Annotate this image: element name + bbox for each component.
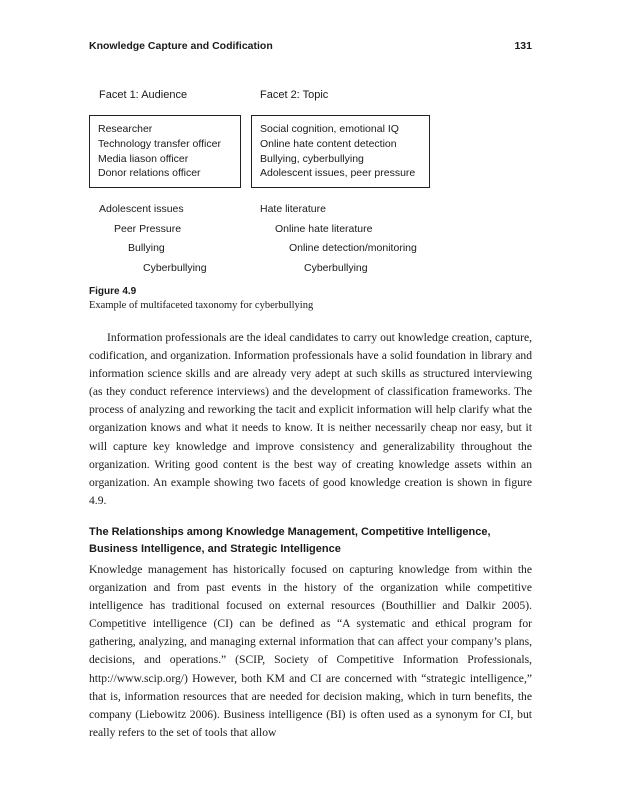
facet1-item: Researcher — [98, 123, 153, 135]
facet1-heading: Facet 1: Audience — [99, 89, 188, 101]
facet2-item: Online hate content detection — [260, 137, 397, 150]
section-heading: The Relationships among Knowledge Management, Competitive Intelligence, Business Intelligence, and Strategic Intelligence — [89, 526, 491, 555]
facet1-item: Technology transfer officer — [98, 137, 221, 150]
page-number: 131 — [514, 40, 532, 52]
facet1-hierarchy-level-4: Cyberbullying — [143, 262, 207, 274]
facet2-item: Bullying, cyberbullying — [260, 152, 364, 165]
facet2-hierarchy-level-3: Online detection/monitoring — [289, 242, 417, 254]
facet2-hierarchy-level-1: Hate literature — [260, 203, 326, 215]
body-paragraph-1: Information professionals are the ideal candidates to carry out knowledge creation, capture, codification, and organization. Information professionals have a solid foundation in library and information science skills and are already very adept at such skills as structured interviewing (as they conduct reference interviews) and the development of classification frameworks. The process of analyzing and reworking the tacit and explicit information will help clarify what the organization knows and what it needs to know. It is neither necessarily cheap nor easy, but it will capture key knowledge and improve consistency and generalizability throughout the organization. Writing good content is the best way of creating knowledge assets within an organization. An example showing two facets of good knowledge creation is shown in figure 4.9. — [89, 331, 532, 507]
facet2-hierarchy-level-4: Cyberbullying — [304, 262, 368, 274]
facet1-hierarchy-level-2: Peer Pressure — [114, 223, 182, 235]
figure-caption: Example of multifaceted taxonomy for cyberbullying — [89, 300, 314, 311]
facet2-box — [251, 115, 430, 188]
facet1-item: Media liason officer — [98, 152, 189, 165]
facet1-hierarchy-level-1: Adolescent issues — [99, 203, 184, 215]
facet1-item: Donor relations officer — [98, 167, 201, 180]
body-paragraph-2: Knowledge management has historically focused on capturing knowledge from within the organization and from past events in the history of the organization while competitive intelligence has traditional focused on external resources (Bouthillier and Dalkir 2005). Competitive intelligence (CI) can be defined as “A systematic and ethical program for gathering, analyzing, and managing external information that can affect your company’s plans, decisions, and operations.” (SCIP, Society of Competitive Information Professionals, http://www.scip.org/) However, both KM and CI are concerned with “strategic intelligence,” that is, information resources that are needed for decision making, which in turn benefits, the company (Liebowitz 2006). Business intelligence (BI) is often used as a synonym for CI, but really refers to the set of tools that allow — [89, 563, 532, 739]
facet2-hierarchy-level-2: Online hate literature — [275, 223, 373, 235]
facet2-item: Adolescent issues, peer pressure — [260, 167, 416, 180]
running-title: Knowledge Capture and Codification — [89, 40, 273, 52]
facet1-hierarchy-level-3: Bullying — [128, 242, 165, 254]
facet2-heading: Facet 2: Topic — [260, 89, 329, 101]
figure-label: Figure 4.9 — [89, 286, 137, 297]
facet2-item: Social cognition, emotional IQ — [260, 123, 399, 135]
facet1-box — [89, 115, 241, 188]
